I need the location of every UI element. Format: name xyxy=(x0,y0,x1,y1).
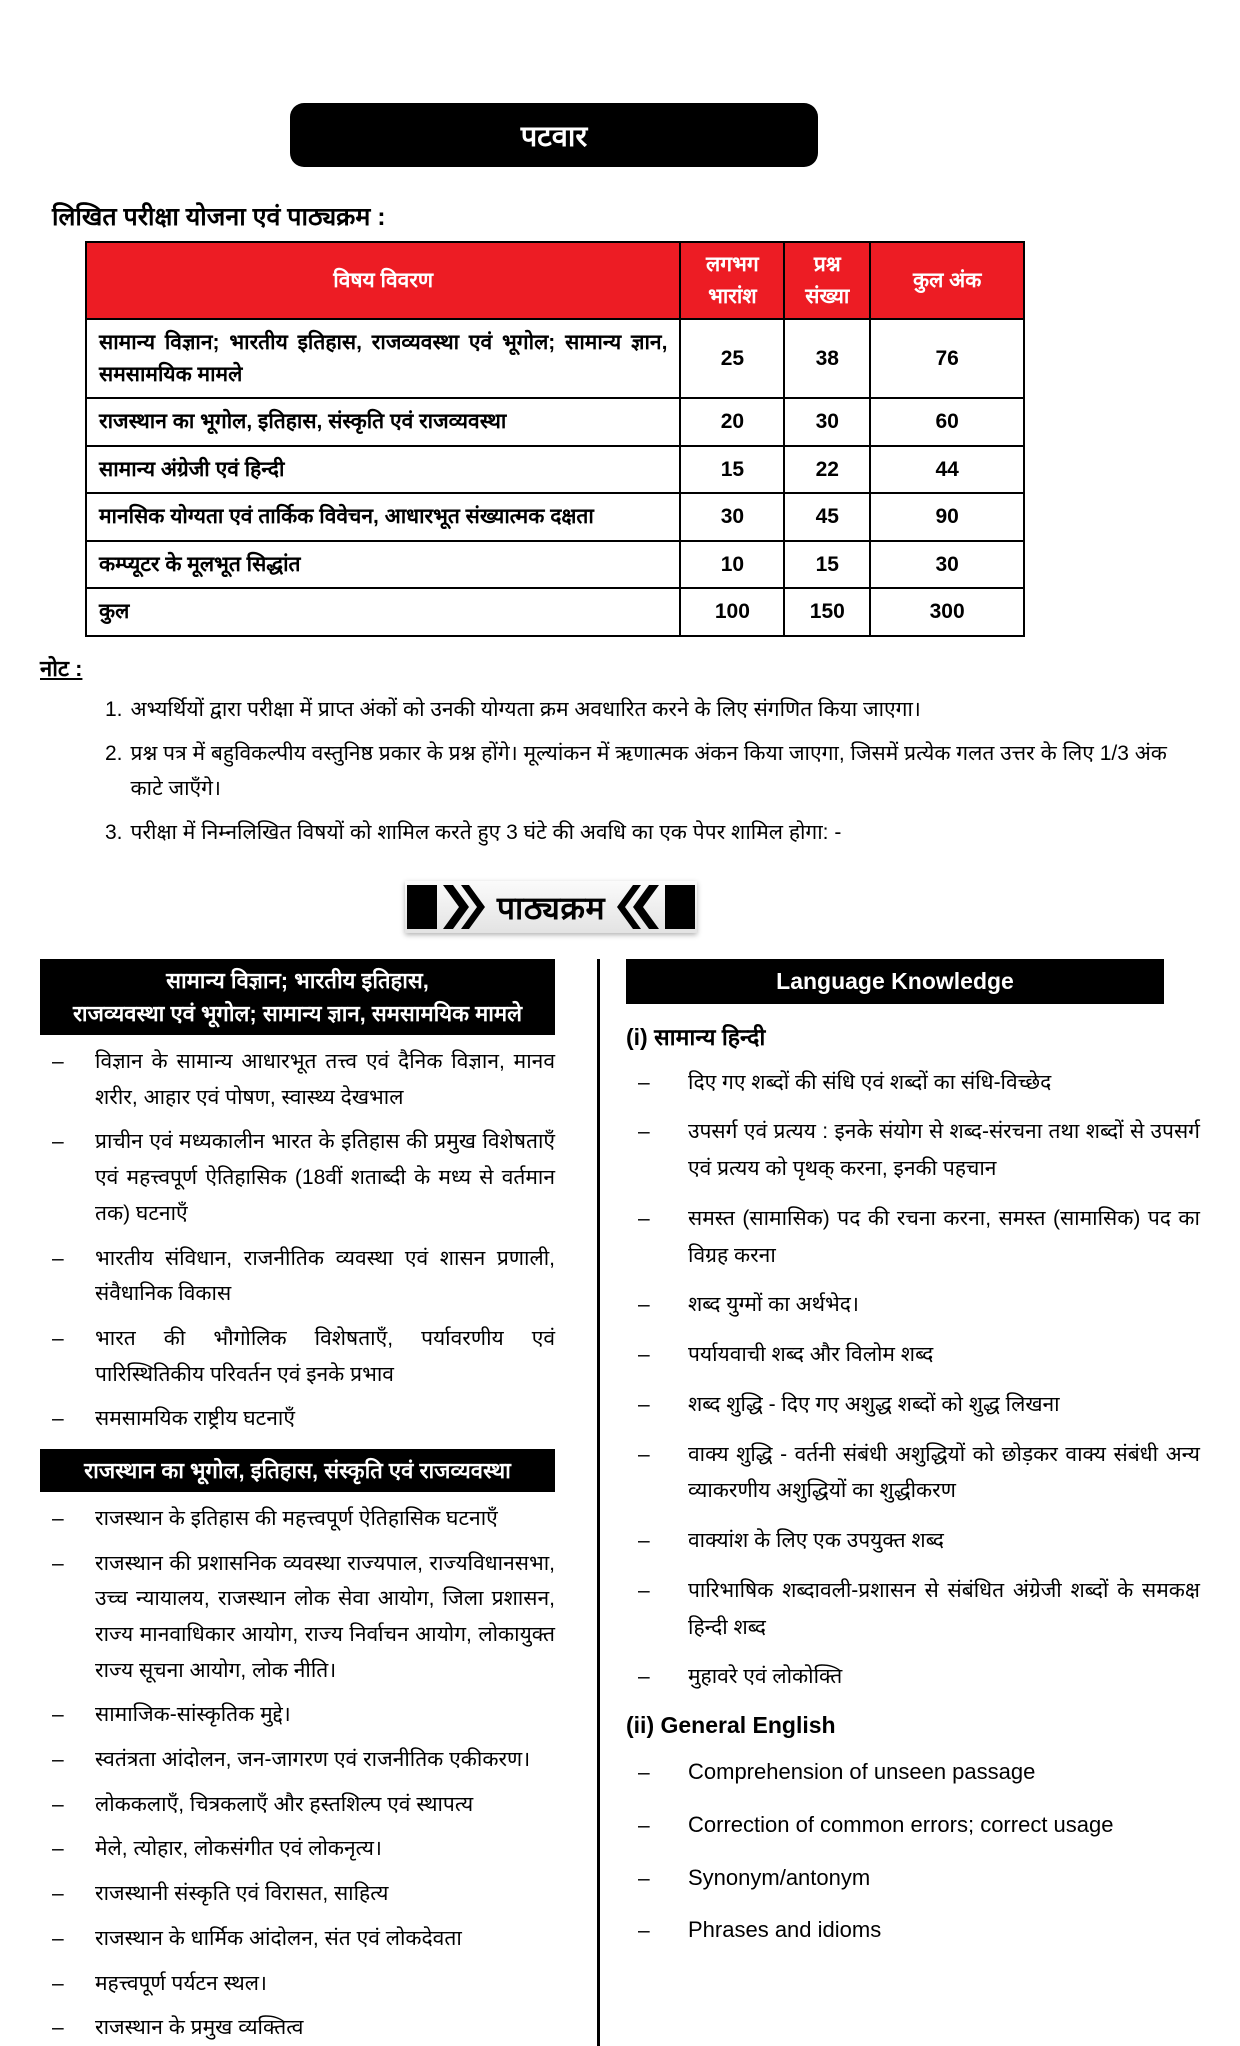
dash-bullet: – xyxy=(638,1293,650,1317)
list-item-text: Correction of common errors; correct usage xyxy=(688,1811,1114,1837)
exam-title: पटवार xyxy=(520,120,588,153)
list-item-text: Synonym/antonym xyxy=(688,1864,871,1890)
list-item-text: राजस्थान की प्रशासनिक व्यवस्था राज्यपाल, राज्यविधानसभा, उच्च न्यायालय, राजस्थान लोक सेवा आयोग, जिला प्रशासन, राज्य मानवाधिकार आयोग, राज्य निर्वाचन आयोग, लोकायुक्त राज्य सूचना आयोग, लोक नीति। xyxy=(95,1551,555,1682)
list-item-text: प्राचीन एवं मध्यकालीन भारत के इतिहास की प्रमुख विशेषताएँ एवं महत्त्वपूर्ण ऐतिहासिक (18वीं शताब्दी के मध्य से वर्तमान तक) घटनाएँ xyxy=(95,1130,555,1225)
list-item-text: उपसर्ग एवं प्रत्यय : इनके संयोग से शब्द-संरचना तथा शब्दों से उपसर्ग एवं प्रत्यय को पृथक् करना, इनकी पहचान xyxy=(688,1120,1200,1181)
list-item xyxy=(40,1742,555,1778)
dash-bullet: – xyxy=(52,1130,64,1154)
list-item-text: राजस्थान के प्रमुख व्यक्तित्व xyxy=(95,2016,304,2040)
weight-cell: 25 xyxy=(680,319,784,398)
list-item-text: Phrases and idioms xyxy=(688,1917,882,1943)
subject-cell: राजस्थान का भूगोल, इतिहास, संस्कृति एवं राजव्यवस्था xyxy=(86,398,680,446)
list-item xyxy=(40,1501,555,1537)
column-divider xyxy=(597,959,600,2046)
dash-bullet: – xyxy=(52,1703,64,1727)
chevrons-left-icon xyxy=(617,885,695,929)
note-item xyxy=(105,816,1200,851)
list-item-text: विज्ञान के सामान्य आधारभूत तत्त्व एवं दैनिक विज्ञान, मानव शरीर, आहार एवं पोषण, स्वास्थ्य देखभाल xyxy=(95,1050,555,1109)
subsection-heading-hindi: (i) सामान्य हिन्दी xyxy=(626,1023,766,1050)
note-label: नोट : xyxy=(40,655,83,681)
list-item-text: वाक्य शुद्धि - वर्तनी संबंधी अशुद्धियों को छोड़कर वाक्य संबंधी अन्य व्याकरणीय अशुद्धियों का शुद्धीकरण xyxy=(688,1442,1200,1503)
list-item xyxy=(40,1921,555,1957)
weight-cell: 15 xyxy=(680,446,784,494)
list-item xyxy=(40,1321,555,1392)
list-item-text: सामाजिक-सांस्कृतिक मुद्दे। xyxy=(95,1703,291,1727)
list-item-text: भारतीय संविधान, राजनीतिक व्यवस्था एवं शासन प्रणाली, संवैधानिक विकास xyxy=(95,1246,555,1306)
weight-cell: 20 xyxy=(680,398,784,446)
list-item-text: महत्त्वपूर्ण पर्यटन स्थल। xyxy=(95,1971,267,1995)
marks-cell: 76 xyxy=(870,319,1024,398)
list-item xyxy=(40,1546,555,1689)
list-item xyxy=(626,1755,1200,1792)
left-column xyxy=(40,959,555,2046)
note-number: 2. xyxy=(105,742,123,766)
list-item xyxy=(40,1876,555,1912)
questions-cell: 150 xyxy=(784,588,870,636)
list-item-text: राजस्थान के इतिहास की महत्त्वपूर्ण ऐतिहासिक घटनाएँ xyxy=(95,1506,498,1530)
list-item xyxy=(626,1065,1200,1102)
dash-bullet: – xyxy=(52,1506,64,1530)
english-items-list xyxy=(626,1755,1200,1950)
list-item xyxy=(40,1044,555,1115)
questions-cell: 15 xyxy=(784,541,870,589)
dash-bullet: – xyxy=(638,1529,650,1553)
dash-bullet: – xyxy=(52,1551,64,1575)
list-item xyxy=(40,1787,555,1823)
list-item xyxy=(40,1966,555,2002)
list-item-text: समसामयिक राष्ट्रीय घटनाएँ xyxy=(95,1407,295,1431)
note-text: परीक्षा में निम्नलिखित विषयों को शामिल करते हुए 3 घंटे की अवधि का एक पेपर शामिल होगा: - xyxy=(130,821,842,845)
list-item-text: शब्द शुद्धि - दिए गए अशुद्ध शब्दों को शुद्ध लिखना xyxy=(688,1392,1060,1416)
list-item xyxy=(626,1808,1200,1845)
list-item-text: राजस्थानी संस्कृति एवं विरासत, साहित्य xyxy=(95,1882,389,1906)
notes-list xyxy=(105,693,1200,852)
subsection-heading-english: (ii) General English xyxy=(626,1712,836,1739)
dash-bullet: – xyxy=(638,1813,650,1837)
list-item-text: समस्त (सामासिक) पद की रचना करना, समस्त (सामासिक) पद का विग्रह करना xyxy=(688,1206,1200,1267)
dash-bullet: – xyxy=(638,1343,650,1367)
section-header-general-science xyxy=(40,959,555,1035)
subject-cell: सामान्य विज्ञान; भारतीय इतिहास, राजव्यवस्था एवं भूगोल; सामान्य ज्ञान, समसामयिक मामले xyxy=(86,319,680,398)
list-item xyxy=(626,1114,1200,1188)
dash-bullet: – xyxy=(52,1407,64,1431)
dash-bullet: – xyxy=(638,1761,650,1785)
list-item-text: पर्यायवाची शब्द और विलोम शब्द xyxy=(688,1343,934,1367)
dash-bullet: – xyxy=(52,1971,64,1995)
syllabus-columns xyxy=(40,959,1200,2046)
marks-cell: 90 xyxy=(870,493,1024,541)
list-item xyxy=(626,1437,1200,1511)
list-item xyxy=(40,1401,555,1437)
list-item xyxy=(626,1573,1200,1647)
dash-bullet: – xyxy=(638,1070,650,1094)
list-item xyxy=(40,1124,555,1231)
dash-bullet: – xyxy=(638,1206,650,1230)
subject-cell: कम्प्यूटर के मूलभूत सिद्धांत xyxy=(86,541,680,589)
dash-bullet: – xyxy=(52,1837,64,1861)
note-text: अभ्यर्थियों द्वारा परीक्षा में प्राप्त अंकों को उनकी योग्यता क्रम अवधारित करने के लिए संगणित किया जाएगा। xyxy=(130,697,921,721)
list-item-text: भारत की भौगोलिक विशेषताएँ, पर्यावरणीय एवं पारिस्थितिकीय परिवर्तन एवं इनके प्रभाव xyxy=(95,1326,555,1386)
questions-cell: 30 xyxy=(784,398,870,446)
list-item xyxy=(626,1387,1200,1424)
chevrons-right-icon xyxy=(407,885,485,929)
marks-cell: 30 xyxy=(870,541,1024,589)
dash-bullet: – xyxy=(638,1866,650,1890)
table-row xyxy=(86,493,1024,541)
list-item-text: शब्द युग्मों का अर्थभेद। xyxy=(688,1293,859,1317)
note-text: प्रश्न पत्र में बहुविकल्पीय वस्तुनिष्ठ प्रकार के प्रश्न होंगे। मूल्यांकन में ऋणात्मक अंकन किया जाएगा, जिसमें प्रत्येक गलत उत्तर के लिए 1/3 अंक काटे जाएँगे। xyxy=(130,742,1167,800)
list-item xyxy=(626,1287,1200,1324)
dash-bullet: – xyxy=(52,1882,64,1906)
list-item xyxy=(40,2010,555,2046)
column-header-questions: प्रश्न संख्या xyxy=(784,242,870,319)
dash-bullet: – xyxy=(52,1926,64,1950)
note-item xyxy=(105,693,1200,728)
dash-bullet: – xyxy=(638,1919,650,1943)
questions-cell: 45 xyxy=(784,493,870,541)
note-number: 1. xyxy=(105,697,123,721)
list-item xyxy=(626,1523,1200,1560)
table-row xyxy=(86,319,1024,398)
list-item-text: Comprehension of unseen passage xyxy=(688,1759,1036,1785)
subject-cell: सामान्य अंग्रेजी एवं हिन्दी xyxy=(86,446,680,494)
exam-scheme-table xyxy=(85,241,1025,637)
list-item xyxy=(40,1831,555,1867)
table-total-row xyxy=(86,588,1024,636)
column-header-marks: कुल अंक xyxy=(870,242,1024,319)
section-header-line1: सामान्य विज्ञान; भारतीय इतिहास, xyxy=(166,968,429,994)
marks-cell: 44 xyxy=(870,446,1024,494)
list-item xyxy=(626,1659,1200,1696)
table-row xyxy=(86,446,1024,494)
list-item-text: दिए गए शब्दों की संधि एवं शब्दों का संधि-विच्छेद xyxy=(688,1070,1052,1094)
column-header-weight: लगभग भारांश xyxy=(680,242,784,319)
syllabus-banner xyxy=(405,881,697,933)
table-row xyxy=(86,541,1024,589)
note-item xyxy=(105,737,1200,806)
weight-cell: 10 xyxy=(680,541,784,589)
section-header-language-knowledge: Language Knowledge xyxy=(626,959,1164,1004)
dash-bullet: – xyxy=(52,1326,64,1350)
dash-bullet: – xyxy=(52,1748,64,1772)
weight-cell: 100 xyxy=(680,588,784,636)
list-item xyxy=(626,1913,1200,1950)
marks-cell: 300 xyxy=(870,588,1024,636)
list-item xyxy=(626,1201,1200,1275)
table-header-row xyxy=(86,242,1024,319)
list-item-text: लोककलाएँ, चित्रकलाएँ और हस्तशिल्प एवं स्थापत्य xyxy=(95,1792,474,1816)
marks-cell: 60 xyxy=(870,398,1024,446)
list-item-text: मुहावरे एवं लोकोक्ति xyxy=(688,1665,843,1689)
right-column xyxy=(626,959,1200,2046)
list-item-text: स्वतंत्रता आंदोलन, जन-जागरण एवं राजनीतिक एकीकरण। xyxy=(95,1748,531,1772)
page-title: लिखित परीक्षा योजना एवं पाठ्यक्रम : xyxy=(52,203,386,231)
dash-bullet: – xyxy=(52,1050,64,1074)
weight-cell: 30 xyxy=(680,493,784,541)
dash-bullet: – xyxy=(52,1246,64,1270)
dash-bullet: – xyxy=(638,1578,650,1602)
section-header-line2: राजव्यवस्था एवं भूगोल; सामान्य ज्ञान, समसामयिक मामले xyxy=(72,1001,523,1027)
subject-cell: कुल xyxy=(86,588,680,636)
dash-bullet: – xyxy=(52,1792,64,1816)
list-item-text: पारिभाषिक शब्दावली-प्रशासन से संबंधित अंग्रेजी शब्दों के समकक्ष हिन्दी शब्द xyxy=(688,1578,1200,1639)
list-item xyxy=(40,1697,555,1733)
list-item xyxy=(40,1241,555,1312)
dash-bullet: – xyxy=(638,1442,650,1466)
list-item-text: वाक्यांश के लिए एक उपयुक्त शब्द xyxy=(688,1529,944,1553)
dash-bullet: – xyxy=(638,1665,650,1689)
section-header-rajasthan: राजस्थान का भूगोल, इतिहास, संस्कृति एवं राजव्यवस्था xyxy=(40,1449,555,1492)
note-number: 3. xyxy=(105,821,123,845)
dash-bullet: – xyxy=(638,1392,650,1416)
questions-cell: 22 xyxy=(784,446,870,494)
dash-bullet: – xyxy=(638,1120,650,1144)
exam-title-banner xyxy=(290,103,818,167)
questions-cell: 38 xyxy=(784,319,870,398)
list-item xyxy=(626,1861,1200,1898)
syllabus-banner-label: पाठ्यक्रम xyxy=(496,889,606,926)
subject-cell: मानसिक योग्यता एवं तार्किक विवेचन, आधारभूत संख्यात्मक दक्षता xyxy=(86,493,680,541)
dash-bullet: – xyxy=(52,2016,64,2040)
table-row xyxy=(86,398,1024,446)
list-item xyxy=(626,1337,1200,1374)
list-item-text: मेले, त्योहार, लोकसंगीत एवं लोकनृत्य। xyxy=(95,1837,382,1861)
list-item-text: राजस्थान के धार्मिक आंदोलन, संत एवं लोकदेवता xyxy=(95,1926,462,1950)
column-header-subject: विषय विवरण xyxy=(86,242,680,319)
